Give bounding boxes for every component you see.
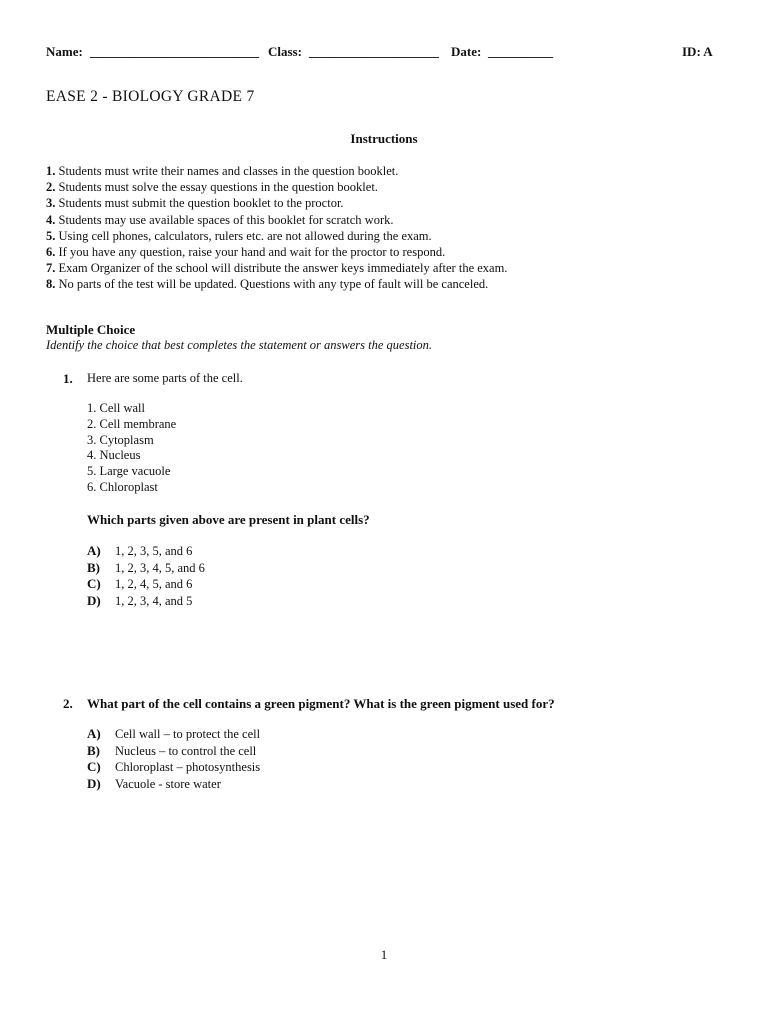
instruction-number: 7.	[46, 261, 56, 276]
choice-letter: C)	[87, 576, 101, 592]
question-prompt: Which parts given above are present in plant cells?	[87, 512, 370, 527]
instruction-item	[46, 195, 507, 211]
instruction-item	[46, 163, 507, 179]
instruction-item	[46, 179, 507, 195]
instruction-text: Students may use available spaces of this booklet for scratch work.	[55, 212, 394, 227]
choice-letter: B)	[87, 742, 100, 758]
section-heading: Multiple Choice	[46, 322, 136, 337]
name-field-line[interactable]: __________________________	[90, 44, 259, 59]
question-stem: Here are some parts of the cell.	[87, 371, 243, 385]
choice-text: Vacuole - store water	[115, 776, 221, 791]
instruction-number: 2.	[46, 180, 56, 195]
instructions-list	[46, 163, 507, 293]
choice-letter: B)	[87, 559, 100, 575]
exam-title: EASE 2 - BIOLOGY GRADE 7	[46, 88, 255, 105]
instruction-number: 5.	[46, 228, 56, 243]
choice-letter: C)	[87, 759, 101, 775]
instruction-text: Students must write their names and classes in the question booklet.	[55, 164, 399, 178]
instruction-text: If you have any question, raise your hand and wait for the proctor to respond.	[55, 244, 446, 259]
instruction-item	[46, 260, 507, 276]
answer-choice[interactable]	[87, 759, 260, 776]
answer-choice[interactable]	[87, 743, 260, 760]
choice-text: 1, 2, 3, 5, and 6	[115, 544, 193, 558]
choice-text: 1, 2, 3, 4, 5, and 6	[115, 560, 205, 575]
choice-letter: D)	[87, 592, 101, 608]
choice-letter: D)	[87, 775, 101, 791]
instruction-text: No parts of the test will be updated. Questions with any type of fault will be canceled.	[55, 277, 489, 292]
choice-text: Nucleus – to control the cell	[115, 743, 257, 758]
instruction-text: Students must submit the question booklet to the proctor.	[55, 196, 344, 211]
date-label: Date:	[451, 44, 482, 59]
cell-parts-list	[87, 401, 176, 496]
cell-part-item: 1. Cell wall	[87, 401, 145, 415]
instruction-item	[46, 212, 507, 228]
answer-choices	[87, 543, 205, 609]
answer-choice[interactable]	[87, 543, 205, 560]
choice-text: 1, 2, 4, 5, and 6	[115, 577, 193, 592]
instruction-item	[46, 244, 507, 260]
cell-part-item: 3. Cytoplasm	[87, 432, 154, 447]
choice-text: 1, 2, 3, 4, and 5	[115, 593, 193, 608]
choice-letter: A)	[87, 726, 101, 741]
answer-choice[interactable]	[87, 726, 260, 743]
answer-choice[interactable]	[87, 593, 205, 610]
exam-id-label: ID: A	[682, 44, 713, 59]
cell-part-item: 6. Chloroplast	[87, 479, 158, 494]
instruction-text: Students must solve the essay questions in the question booklet.	[55, 180, 378, 195]
cell-part-item: 2. Cell membrane	[87, 416, 177, 431]
page-number: 1	[380, 947, 388, 962]
instruction-number: 4.	[46, 212, 56, 227]
choice-letter: A)	[87, 543, 101, 558]
instruction-number: 8.	[46, 277, 56, 292]
instruction-text: Exam Organizer of the school will distribute the answer keys immediately after the exam.	[55, 261, 508, 276]
instruction-number: 6.	[46, 244, 56, 259]
cell-part-item: 4. Nucleus	[87, 448, 141, 463]
choice-text: Cell wall – to protect the cell	[115, 727, 261, 741]
name-label: Name:	[46, 44, 83, 59]
date-field-line[interactable]: __________	[488, 44, 553, 59]
instruction-item	[46, 228, 507, 244]
question-number: 2.	[63, 696, 73, 711]
instruction-text: Using cell phones, calculators, rulers etc. are not allowed during the exam.	[55, 228, 432, 243]
answer-choice[interactable]	[87, 576, 205, 593]
cell-part-item: 5. Large vacuole	[87, 464, 171, 479]
class-field-line[interactable]: ____________________	[309, 44, 439, 59]
choice-text: Chloroplast – photosynthesis	[115, 760, 261, 775]
answer-choice[interactable]	[87, 560, 205, 577]
question-stem: What part of the cell contains a green pigment? What is the green pigment used for?	[87, 696, 555, 711]
instruction-number: 1.	[46, 164, 56, 178]
instruction-number: 3.	[46, 196, 56, 211]
answer-choice[interactable]	[87, 776, 260, 793]
class-label: Class:	[268, 44, 302, 59]
section-subtitle: Identify the choice that best completes the statement or answers the question.	[46, 338, 433, 352]
answer-choices	[87, 726, 260, 792]
question-number: 1.	[63, 371, 73, 386]
instruction-item	[46, 276, 507, 292]
instructions-heading: Instructions	[350, 131, 418, 146]
